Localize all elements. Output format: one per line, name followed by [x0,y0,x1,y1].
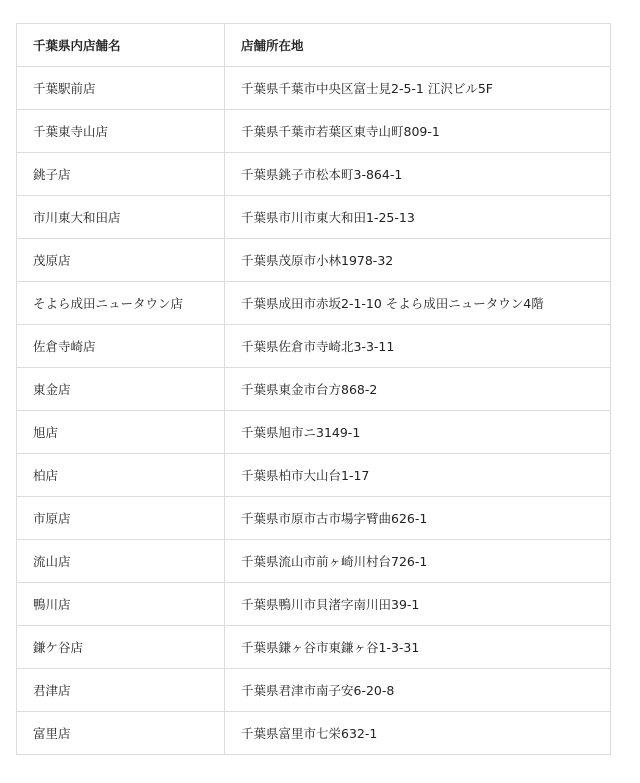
table-row [17,583,611,626]
store-name-cell: 銚子店 [17,153,225,196]
table-row [17,368,611,411]
store-name-cell: 東金店 [17,368,225,411]
store-address-cell: 千葉県富里市七栄632-1 [225,712,611,755]
store-name-cell: 茂原店 [17,239,225,282]
store-table [16,23,611,755]
table-row [17,110,611,153]
table-row [17,325,611,368]
store-address-cell: 千葉県佐倉市寺崎北3-3-11 [225,325,611,368]
store-name-cell: そよら成田ニュータウン店 [17,282,225,325]
table-body [17,67,611,755]
store-name-cell: 鎌ケ谷店 [17,626,225,669]
store-address-cell: 千葉県銚子市松本町3-864-1 [225,153,611,196]
table-row [17,540,611,583]
table-row [17,196,611,239]
store-name-cell: 佐倉寺崎店 [17,325,225,368]
header-store-name: 千葉県内店舗名 [17,24,225,67]
store-address-cell: 千葉県鴨川市貝渚字南川田39-1 [225,583,611,626]
store-name-cell: 千葉駅前店 [17,67,225,110]
store-address-cell: 千葉県柏市大山台1-17 [225,454,611,497]
store-address-cell: 千葉県旭市ニ3149-1 [225,411,611,454]
store-table-container [16,23,610,755]
store-address-cell: 千葉県千葉市若葉区東寺山町809-1 [225,110,611,153]
store-name-cell: 千葉東寺山店 [17,110,225,153]
table-row [17,454,611,497]
store-name-cell: 富里店 [17,712,225,755]
store-address-cell: 千葉県東金市台方868-2 [225,368,611,411]
store-address-cell: 千葉県市原市古市場字臂曲626-1 [225,497,611,540]
table-row [17,626,611,669]
store-name-cell: 柏店 [17,454,225,497]
store-address-cell: 千葉県君津市南子安6-20-8 [225,669,611,712]
table-row [17,497,611,540]
store-name-cell: 流山店 [17,540,225,583]
store-name-cell: 市原店 [17,497,225,540]
table-header-row [17,24,611,67]
store-name-cell: 君津店 [17,669,225,712]
store-address-cell: 千葉県茂原市小林1978-32 [225,239,611,282]
store-name-cell: 旭店 [17,411,225,454]
store-address-cell: 千葉県市川市東大和田1-25-13 [225,196,611,239]
header-store-address: 店舗所在地 [225,24,611,67]
store-address-cell: 千葉県成田市赤坂2-1-10 そよら成田ニュータウン4階 [225,282,611,325]
table-row [17,669,611,712]
table-row [17,67,611,110]
table-row [17,712,611,755]
store-address-cell: 千葉県鎌ヶ谷市東鎌ヶ谷1-3-31 [225,626,611,669]
table-row [17,153,611,196]
store-name-cell: 市川東大和田店 [17,196,225,239]
store-address-cell: 千葉県流山市前ヶ崎川村台726-1 [225,540,611,583]
table-row [17,239,611,282]
store-address-cell: 千葉県千葉市中央区富士見2-5-1 江沢ビル5F [225,67,611,110]
table-row [17,282,611,325]
table-row [17,411,611,454]
store-name-cell: 鴨川店 [17,583,225,626]
